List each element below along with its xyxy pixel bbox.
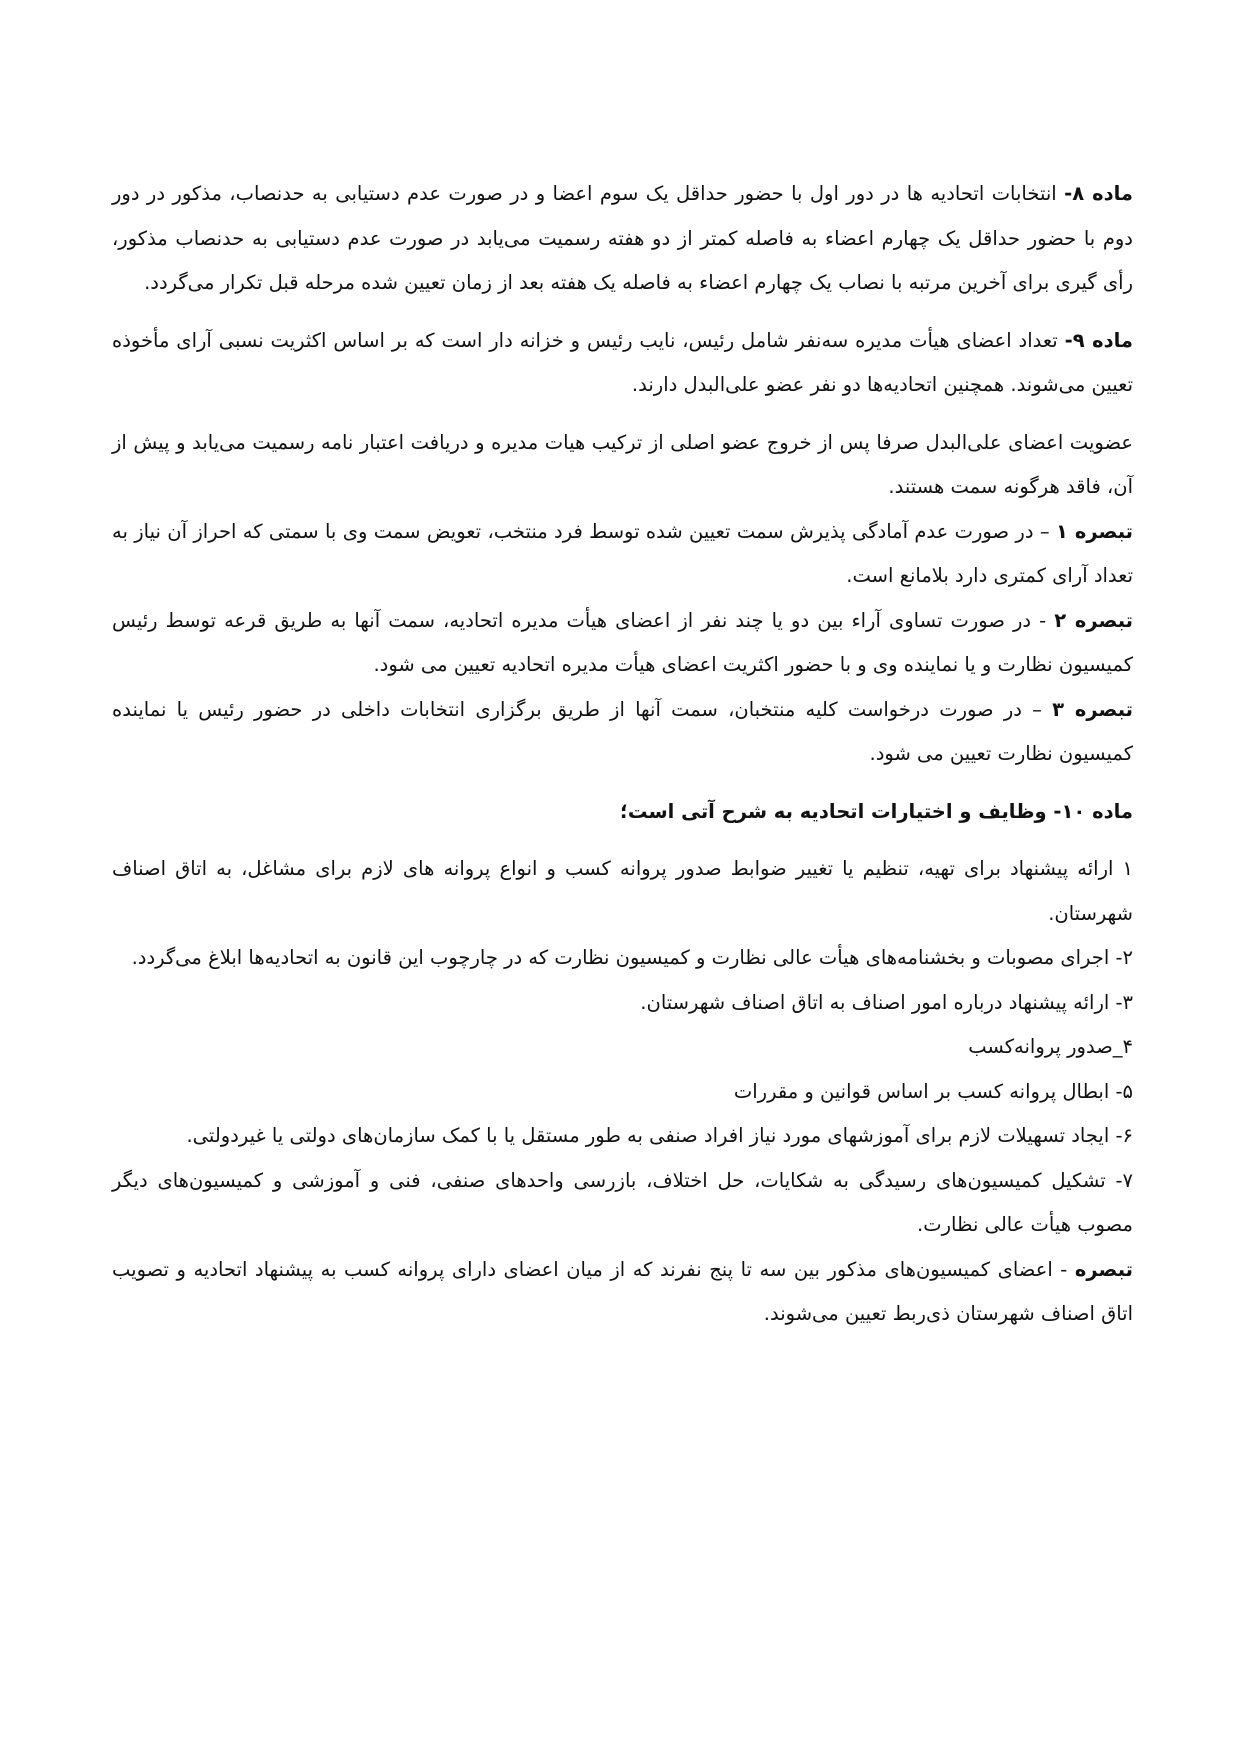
duty-item-2-text: ۲- اجرای مصوبات و بخشنامه‌های هیأت عالی نظارت و کمیسیون نظارت که در چارچوب این قانون به اتحادیه‌ها ابلاغ می‌گردد. <box>131 946 1133 969</box>
note-3 <box>112 688 1133 777</box>
commission-note-text: - اعضای کمیسیون‌های مذکور بین سه تا پنج نفرند که از میان اعضای دارای پروانه کسب به پیشنهاد اتحادیه و تصویب اتاق اصناف شهرستان ذی‌ربط تعیین می‌شوند. <box>112 1257 1133 1325</box>
article-10-text: وظایف و اختیارات اتحادیه به شرح آتی است؛ <box>620 799 1054 823</box>
article-10-label: ماده ۱۰- <box>1053 799 1133 823</box>
article-10 <box>112 790 1133 835</box>
alternate-members-paragraph <box>112 421 1133 510</box>
duty-item-3 <box>112 981 1133 1026</box>
duty-item-5 <box>112 1070 1133 1115</box>
article-9-label: ماده ۹- <box>1064 328 1134 352</box>
article-8 <box>112 172 1133 306</box>
document-body <box>112 172 1133 1337</box>
commission-note-label: تبصره <box>1074 1257 1133 1281</box>
duty-item-6 <box>112 1114 1133 1159</box>
duty-item-1-text: ۱ ارائه پیشنهاد برای تهیه، تنظیم یا تغییر ضوابط صدور پروانه کسب و انواع پروانه های لازم برای مشاغل، به اتاق اصناف شهرستان. <box>112 857 1133 925</box>
article-8-text: انتخابات اتحادیه ها در دور اول با حضور حداقل یک سوم اعضا و در صورت عدم دستیابی به حدنصاب، مذکور در دور دوم با حضور حداقل یک چهارم اعضاء به فاصله کمتر از دو هفته رسمیت می‌یابد در صورت عدم دستیابی به حدنصاب مذکور، رأی گیری برای آخرین مرتبه با نصاب یک چهارم اعضاء به فاصله یک هفته بعد از زمان تعیین شده مرحله قبل تکرار می‌گردد. <box>112 182 1133 294</box>
alternate-members-text: عضویت اعضای علی‌البدل صرفا پس از خروج عضو اصلی از ترکیب هیات مدیره و دریافت اعتبار نامه رسمیت می‌یابد و پیش از آن، فاقد هرگونه سمت هستند. <box>112 430 1133 498</box>
note-3-text: – در صورت درخواست کلیه منتخبان، سمت آنها از طریق برگزاری انتخابات داخلی در حضور رئیس یا نماینده کمیسیون نظارت تعیین می شود. <box>112 697 1133 765</box>
note-2-text: - در صورت تساوی آراء بین دو یا چند نفر از اعضای هیأت مدیره اتحادیه، سمت آنها به طریق قرعه توسط رئیس کمیسیون نظارت و یا نماینده وی و با حضور اکثریت اعضای هیأت مدیره اتحادیه تعیین می شود. <box>112 608 1133 676</box>
note-2-label: تبصره ۲ <box>1054 608 1133 632</box>
duty-item-4-text: ۴_صدور پروانه‌کسب <box>968 1035 1133 1058</box>
article-8-label: ماده ۸- <box>1064 182 1134 205</box>
note-2 <box>112 599 1133 688</box>
duty-item-7 <box>112 1159 1133 1248</box>
commission-note <box>112 1248 1133 1337</box>
duty-item-5-text: ۵- ابطال پروانه کسب بر اساس قوانین و مقررات <box>733 1079 1133 1103</box>
note-1-label: تبصره ۱ <box>1056 519 1133 543</box>
article-9 <box>112 319 1133 408</box>
article-9-text: تعداد اعضای هیأت مدیره سه‌نفر شامل رئیس، نایب رئیس و خزانه دار است که بر اساس اکثریت نسبی آرای مأخوذه تعیین می‌شوند. همچنین اتحادیه‌ها دو نفر عضو علی‌البدل دارند. <box>112 328 1133 396</box>
duty-item-6-text: ۶- ایجاد تسهیلات لازم برای آموزشهای مورد نیاز افراد صنفی به طور مستقل یا با کمک سازمان‌های دولتی یا غیردولتی. <box>186 1124 1133 1147</box>
note-1-text: – در صورت عدم آمادگی پذیرش سمت تعیین شده توسط فرد منتخب، تعویض سمت وی با سمتی که احراز آن نیاز به تعداد آرای کمتری دارد بلامانع است. <box>112 519 1133 587</box>
duty-item-2 <box>112 936 1133 981</box>
duty-item-1 <box>112 847 1133 936</box>
duty-item-3-text: ۳- ارائه پیشنهاد درباره امور اصناف به اتاق اصناف شهرستان. <box>640 990 1133 1014</box>
note-1 <box>112 510 1133 599</box>
duty-item-4 <box>112 1025 1133 1070</box>
duty-item-7-text: ۷- تشکیل کمیسیون‌های رسیدگی به شکایات، حل اختلاف، بازرسی واحدهای صنفی، فنی و آموزشی و کمیسیون‌های دیگر مصوب هیأت عالی نظارت. <box>112 1168 1133 1236</box>
note-3-label: تبصره ۳ <box>1052 697 1133 721</box>
